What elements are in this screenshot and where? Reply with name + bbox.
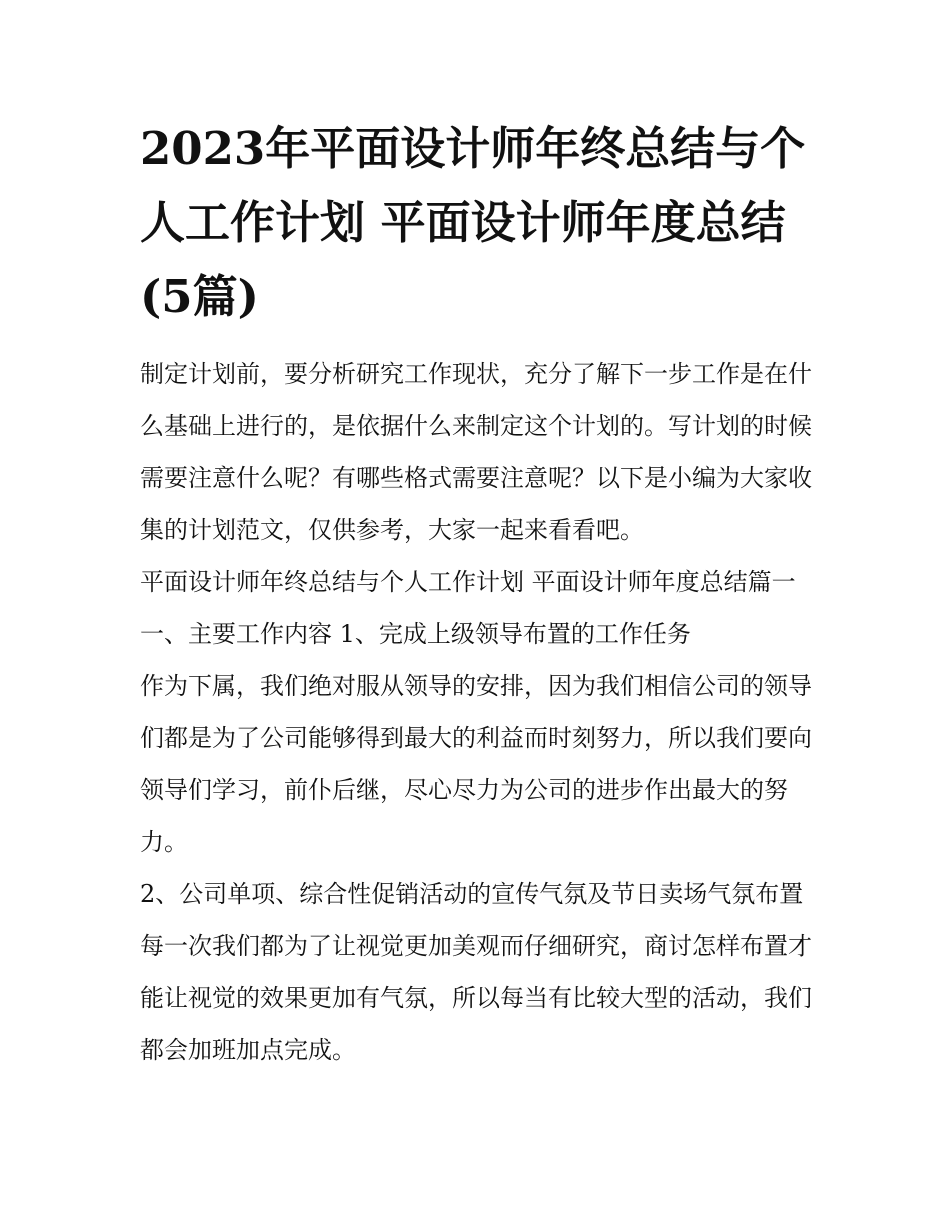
intro-paragraph: 制定计划前，要分析研究工作现状，充分了解下一步工作是在什么基础上进行的，是依据什么来制定这个计划的。写计划的时候需要注意什么呢？有哪些格式需要注意呢？以下是小编为大家收集的计划范文，仅供参考，大家一起来看看吧。 <box>140 360 812 544</box>
subsection-heading: 2、公司单项、综合性促销活动的宣传气氛及节日卖场气氛布置 <box>140 880 804 908</box>
document-title: 2023年平面设计师年终总结与个人工作计划 平面设计师年度总结(5篇) <box>140 122 806 323</box>
section-heading-paragraph: 平面设计师年终总结与个人工作计划 平面设计师年度总结篇一一、主要工作内容 1、完成上级领导布置的工作任务 <box>140 568 796 648</box>
document-page <box>140 112 812 1076</box>
body-paragraph: 每一次我们都为了让视觉更加美观而仔细研究，商讨怎样布置才能让视觉的效果更加有气氛，所以每当有比较大型的活动，我们都会加班加点完成。 <box>140 932 812 1064</box>
body-paragraph: 作为下属，我们绝对服从领导的安排，因为我们相信公司的领导们都是为了公司能够得到最大的利益而时刻努力，所以我们要向领导们学习，前仆后继，尽心尽力为公司的进步作出最大的努力。 <box>140 672 812 856</box>
